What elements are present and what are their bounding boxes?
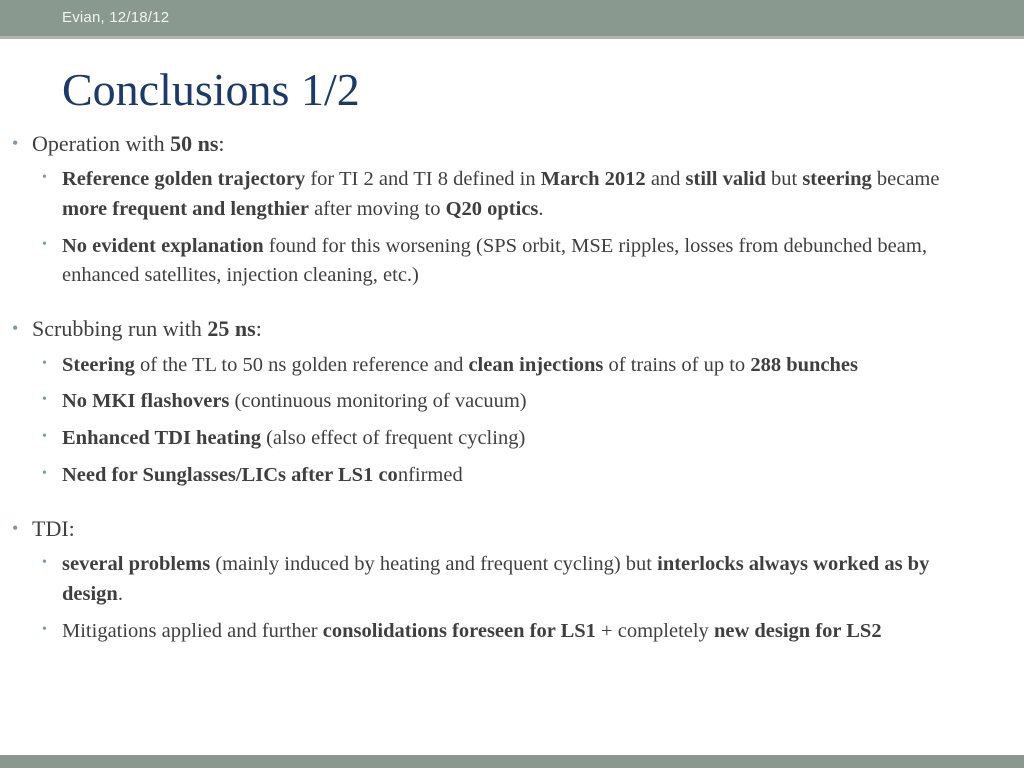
bullet-item bbox=[12, 515, 980, 544]
bullet-icon: • bbox=[42, 170, 47, 186]
bullet-item bbox=[12, 315, 980, 344]
bullet-item bbox=[42, 351, 980, 381]
bullet-icon: • bbox=[42, 355, 47, 371]
bullet-text: several problems (mainly induced by heating and frequent cycling) but interlocks always worked as by design. bbox=[62, 553, 930, 605]
bullet-icon: • bbox=[42, 621, 47, 637]
slide-footer-bar bbox=[0, 755, 1024, 768]
bullet-text: Operation with 50 ns: bbox=[32, 130, 225, 156]
bullet-icon: • bbox=[42, 392, 47, 408]
bullet-text: Reference golden trajectory for TI 2 and TI 8 defined in March 2012 and still valid but steering became more frequent and lengthier after moving to Q20 optics. bbox=[62, 168, 940, 220]
bullet-item bbox=[42, 165, 980, 224]
bullet-icon: • bbox=[12, 132, 19, 153]
bullet-icon: • bbox=[42, 236, 47, 252]
bullet-icon: • bbox=[12, 517, 19, 538]
bullet-text: Enhanced TDI heating (also effect of frequent cycling) bbox=[62, 427, 526, 450]
bullet-icon: • bbox=[12, 318, 19, 339]
slide-date-label: Evian, 12/18/12 bbox=[62, 9, 170, 26]
bullet-text: Need for Sunglasses/LICs after LS1 confirmed bbox=[62, 463, 463, 486]
bullet-list bbox=[12, 130, 980, 647]
bullet-item bbox=[42, 550, 980, 609]
bullet-item bbox=[42, 461, 980, 491]
bullet-text: No MKI flashovers (continuous monitoring of vacuum) bbox=[62, 390, 527, 413]
bullet-item bbox=[42, 424, 980, 454]
bullet-icon: • bbox=[42, 465, 47, 481]
bullet-item bbox=[42, 387, 980, 417]
bullet-item bbox=[42, 617, 980, 647]
bullet-item bbox=[42, 232, 980, 291]
bullet-text: Steering of the TL to 50 ns golden reference and clean injections of trains of up to 288 bunches bbox=[62, 353, 858, 376]
bullet-text: Mitigations applied and further consolidations foreseen for LS1 + completely new design for LS2 bbox=[62, 619, 882, 642]
bullet-text: No evident explanation found for this worsening (SPS orbit, MSE ripples, losses from debunched beam, enhanced satellites, injection cleaning, etc.) bbox=[62, 234, 927, 287]
page-title: Conclusions 1/2 bbox=[62, 64, 360, 115]
bullet-text: Scrubbing run with 25 ns: bbox=[32, 316, 262, 342]
slide-header-bar bbox=[0, 0, 1024, 39]
slide-content bbox=[0, 39, 1024, 755]
bullet-icon: • bbox=[42, 555, 47, 571]
bullet-item bbox=[12, 130, 980, 159]
bullet-icon: • bbox=[42, 429, 47, 445]
bullet-text: TDI: bbox=[32, 515, 75, 541]
